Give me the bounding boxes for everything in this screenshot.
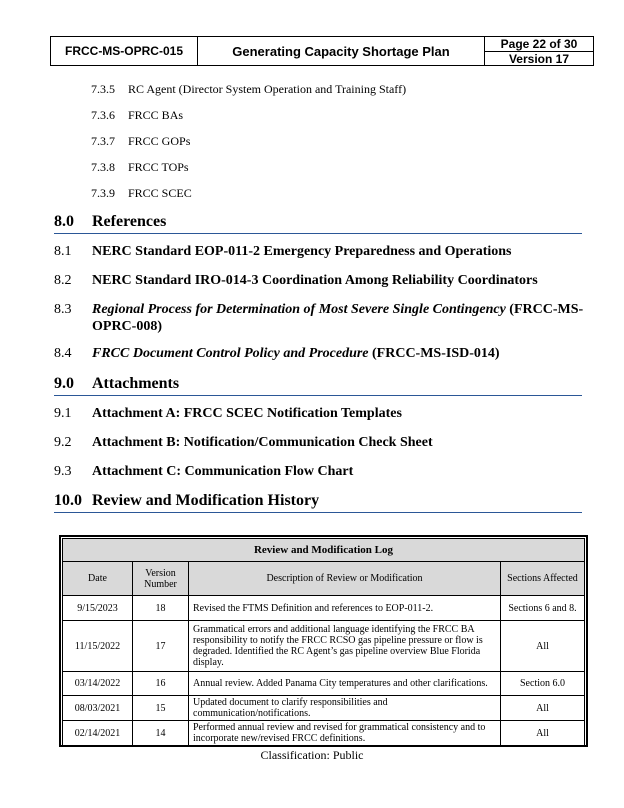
log-title: Review and Modification Log [63,539,585,562]
section-heading-history: 10.0 Review and Modification History [54,492,582,513]
page-version-cell [485,37,593,65]
table-row: 11/15/2022 17 Grammatical errors and additional language identifying the FRCC BA responsibility to notify the FRCC RCSO gas pipeline pressure or flow is degraded. Identified the RC Agent’s gas pipeline overview Blue Florida display. All [63,621,585,672]
column-header: Version Number [133,562,189,596]
subitem: 7.3.6 FRCC BAs [91,108,184,122]
page-number: Page 22 of 30 [485,37,593,52]
doc-id: FRCC-MS-OPRC-015 [51,37,198,65]
reference-item-continuation: OPRC-008) [92,319,162,334]
table-row: 08/03/2021 15 Updated document to clarify responsibilities and communication/notifications. All [63,696,585,721]
table-row: 03/14/2022 16 Annual review. Added Panama City temperatures and other clarifications. Section 6.0 [63,672,585,696]
column-header: Date [63,562,133,596]
column-header: Description of Review or Modification [189,562,501,596]
subitem: 7.3.5 RC Agent (Director System Operation and Training Staff) [91,82,407,96]
reference-item: 8.3 Regional Process for Determination of Most Severe Single Contingency (FRCC-MS- [54,302,584,317]
modification-log-table [59,535,588,747]
table-row: 02/14/2021 14 Performed annual review and revised for grammatical consistency and to incorporate new/revised FRCC definitions. All [63,721,585,746]
subitem: 7.3.7 FRCC GOPs [91,134,191,148]
attachment-item: 9.2 Attachment B: Notification/Communication Check Sheet [54,435,433,450]
column-header: Sections Affected [501,562,585,596]
document-header [50,36,594,66]
doc-title: Generating Capacity Shortage Plan [198,37,485,65]
reference-item: 8.4 FRCC Document Control Policy and Procedure (FRCC-MS-ISD-014) [54,346,500,361]
section-heading-references: 8.0 References [54,213,582,234]
reference-item: 8.1 NERC Standard EOP-011-2 Emergency Preparedness and Operations [54,244,512,259]
classification-footer: Classification: Public [260,748,364,762]
reference-item: 8.2 NERC Standard IRO-014-3 Coordination Among Reliability Coordinators [54,273,538,288]
version: Version 17 [508,52,570,66]
subitem: 7.3.8 FRCC TOPs [91,160,189,174]
subitem: 7.3.9 FRCC SCEC [91,186,192,200]
attachment-item: 9.1 Attachment A: FRCC SCEC Notification Templates [54,406,402,421]
table-row: 9/15/2023 18 Revised the FTMS Definition and references to EOP-011-2. Sections 6 and 8. [63,596,585,621]
section-heading-attachments: 9.0 Attachments [54,375,582,396]
attachment-item: 9.3 Attachment C: Communication Flow Chart [54,464,354,479]
